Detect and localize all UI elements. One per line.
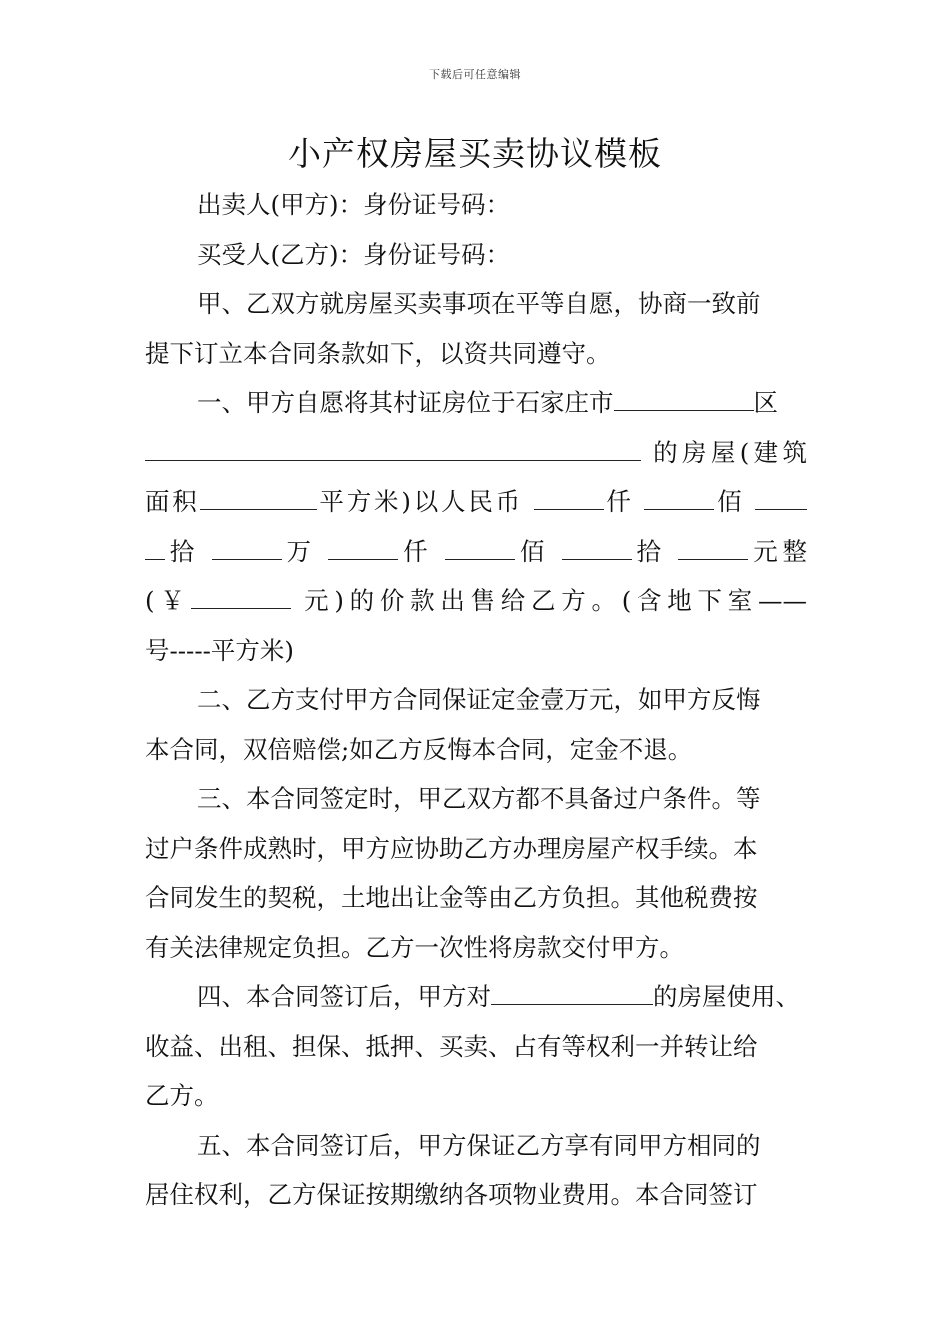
buyer-line: 买受人(乙方)：身份证号码： — [197, 239, 511, 269]
amount-blank — [145, 535, 165, 559]
clause1-text: 仟 — [603, 487, 634, 516]
amount-blank — [212, 535, 282, 559]
clause1-line-4 — [145, 527, 807, 577]
clause1-text: (￥ — [145, 586, 191, 615]
clause1-line-6: 号-----平方米) — [145, 635, 294, 665]
intro-line-1: 甲、乙双方就房屋买卖事项在平等自愿，协商一致前 — [197, 289, 761, 318]
clause1-text: 区 — [753, 388, 778, 417]
clause1-text: 佰 — [714, 487, 745, 516]
clause1-line-3 — [145, 477, 807, 527]
clause3-line-4: 有关法律规定负担。乙方一次性将房款交付甲方。 — [145, 932, 684, 962]
clause1-text: 元整 — [748, 536, 808, 566]
clause1-text: 拾 — [165, 536, 200, 566]
clause3-line-3: 合同发生的契税，土地出让金等由乙方负担。其他税费按 — [145, 883, 758, 912]
clause4-line-1 — [145, 972, 807, 1022]
clause1-text: 拾 — [631, 536, 666, 566]
amount-blank — [445, 535, 515, 559]
amount-blank — [328, 535, 398, 559]
clause1-text: 仟 — [398, 536, 433, 566]
clause1-text: 一、甲方自愿将其村证房位于石家庄市 — [197, 388, 614, 417]
address-blank — [145, 436, 641, 460]
amount-blank — [678, 535, 748, 559]
clause3-line-1: 三、本合同签定时，甲乙双方都不具备过户条件。等 — [197, 784, 761, 813]
clause1-line-1 — [145, 378, 807, 428]
amount-blank — [755, 486, 807, 510]
area-blank — [200, 486, 317, 510]
clause1-text: 平方米)以人民币 — [316, 487, 523, 516]
contract-body — [145, 180, 807, 1220]
document-title: 小产权房屋买卖协议模板 — [288, 134, 662, 173]
clause1-text: 元)的价款出售给乙方。(含地下室—— — [304, 586, 807, 615]
intro-line-2: 提下订立本合同条款如下，以资共同遵守。 — [145, 338, 611, 368]
clause1-text: 的房屋(建筑 — [653, 437, 807, 467]
district-blank — [614, 387, 754, 411]
clause1-text: 佰 — [515, 536, 550, 566]
clause3-line-2: 过户条件成熟时，甲方应协助乙方办理房屋产权手续。本 — [145, 833, 758, 863]
clause2-line-1: 二、乙方支付甲方合同保证定金壹万元，如甲方反悔 — [197, 685, 761, 714]
amount-blank — [562, 535, 632, 559]
clause4-line-3: 乙方。 — [145, 1081, 219, 1110]
clause5-line-2: 居住权利，乙方保证按期缴纳各项物业费用。本合同签订 — [145, 1180, 758, 1209]
amount-blank — [644, 486, 714, 510]
clause1-text: 面积 — [145, 487, 200, 516]
clause1-line-5 — [145, 576, 807, 626]
clause4-text: 四、本合同签订后，甲方对 — [197, 982, 491, 1011]
clause1-text: 万 — [281, 536, 316, 566]
clause4-line-2: 收益、出租、担保、抵押、买卖、占有等权利一并转让给 — [145, 1031, 758, 1061]
clause1-line-2 — [145, 428, 807, 478]
clause2-line-2: 本合同，双倍赔偿;如乙方反悔本合同，定金不退。 — [145, 734, 693, 764]
header-note: 下载后可任意编辑 — [429, 68, 521, 81]
seller-line: 出卖人(甲方)：身份证号码： — [197, 190, 511, 219]
clause4-text: 的房屋使用、 — [653, 982, 800, 1011]
house-blank — [491, 981, 653, 1005]
yuan-blank — [191, 585, 291, 609]
clause5-line-1: 五、本合同签订后，甲方保证乙方享有同甲方相同的 — [197, 1130, 761, 1160]
amount-blank — [534, 486, 604, 510]
